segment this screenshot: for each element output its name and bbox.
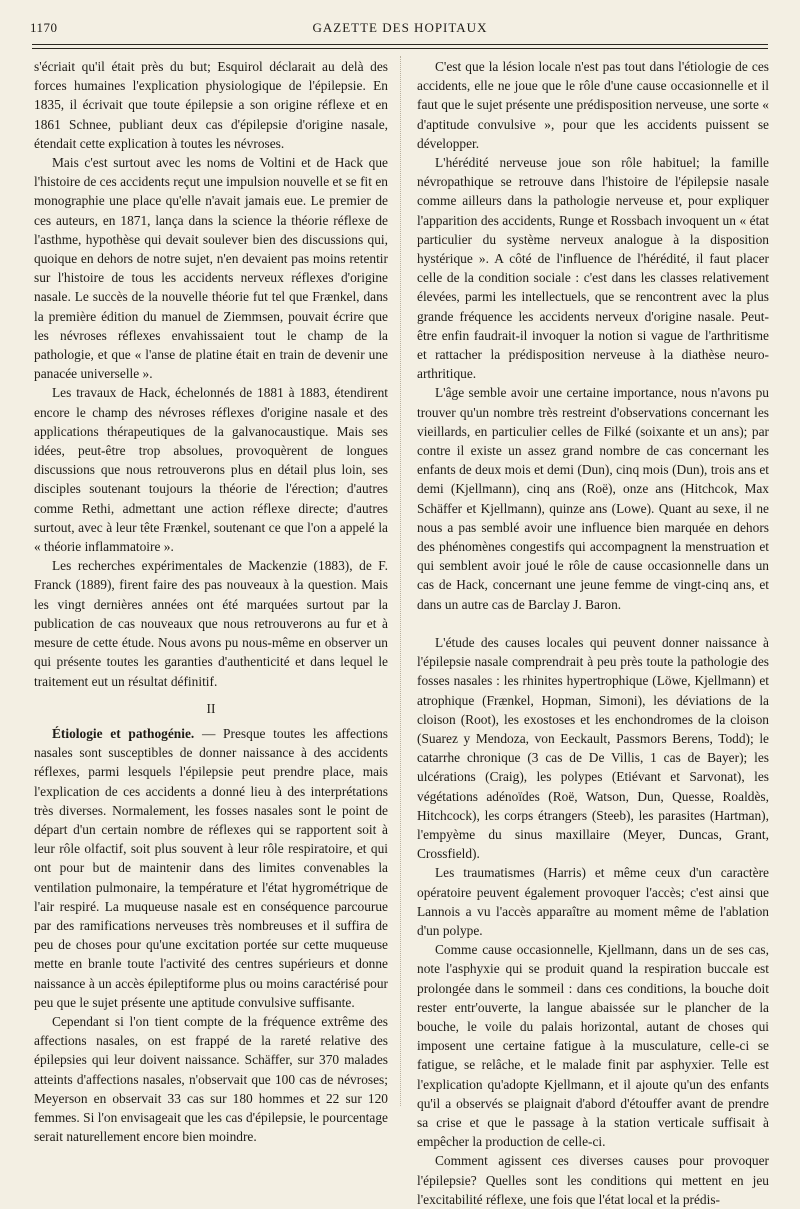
header-rule-top (32, 44, 768, 45)
section-text: — Presque toutes les affections nasales sont susceptibles de donner naissance à des accidents réflexes, parmi lesquels l'épilepsie peut prendre place, mais l'explication de ces accidents a donné lieu à des interprétations très diverses. Normalement, les fosses nasales sont le point de départ d'un certain nombre de réflexes qui se rapportent soit à leur rôle olfactif, soit plus souvent à leur rôle respiratoire, et qui ont pour but de maintenir dans des limites convenables la ventilation pulmonaire, la température et l'état hygrométrique de l'air respiré. La muqueuse nasale est en conséquence parcourue par des ramifications nerveuses très nombreuses et il suffira de peu de choses pour qu'une excitation portée sur cette muqueuse mette en branle toute l'activité des centres supérieurs et donne naissance à un accès épileptiforme plus ou moins caractérisé pour peu que le sujet présente une aptitude convulsive suffisante. (34, 725, 388, 1010)
paragraph: L'étude des causes locales qui peuvent donner naissance à l'épilepsie nasale comprendrait à peu près toute la pathologie des fosses nasales : les rhinites hypertrophique (Löwe, Kjellmann) et atrophique (Frænkel, Hopman, Simoni), les déviations de la cloison (Root), les exostoses et les enchondromes de la cloison (Suarez y Mendoza, von Eeckault, Passmors Berens, Todd); le catarrhe chronique (3 cas de De Villis, 1 cas de Bayer); les ulcérations (Craig), les polypes (Etiévant et Sarvonat), les végétations adénoïdes (Roë, Watson, Dun, Quesse, Roaldès, Hitchcock), les corps étrangers (Steeb), les parasites (Hartman), l'empyème du sinus maxillaire (Meyer, Duncas, Grant, Crossfield). (417, 634, 769, 862)
paragraph: L'hérédité nerveuse joue son rôle habituel; la famille névropathique se retrouve dans l'histoire de l'épilepsie nasale comme ailleurs dans la pathologie nerveuse et, pour expliquer l'apparition des accidents, Runge et Rossbach invoquent un « état particulier du système nerveux analogue à la disposition hystérique ». A côté de l'influence de l'hérédité, il faut placer celle de la condition sociale : c'est dans les classes relativement élevées, parmi les intellectuels, que se rencontrent avec la plus grande fréquence les accidents nerveux d'origine nasale. Peut-être enfin faudrait-il invoquer la notion si vague de l'arthritisme et rattacher la prédisposition nerveuse à la diathèse neuro-arthritique. (417, 155, 769, 382)
paragraph: Mais c'est surtout avec les noms de Voltini et de Hack que l'histoire de ces accidents reçut une impulsion nouvelle et se fit en monographie une place qu'elle n'avait jamais eue. Le premier de ces auteurs, en 1871, lança dans la science la théorie réflexe de l'asthme, hypothèse qui devait soulever bien des discussions qui, quoique en dehors de notre sujet, n'en devaient pas moins retentir sur l'histoire de tous les accidents nerveux réflexes d'origine nasale. Le succès de la nouvelle théorie fut tel que Frænkel, dans la première édition du manuel de Ziemmsen, pouvait écrire que les névroses réflexes envahissaient tout le champ de la pathologie, et que « l'anse de platine était en train de devenir une panacée universelle ». (34, 155, 388, 382)
paragraph: C'est que la lésion locale n'est pas tout dans l'étiologie de ces accidents, elle ne joue que le rôle d'une cause occasionnelle et il faut que le sujet présente une prédisposition nerveuse, une sorte « d'aptitude convulsive », pour que les accidents puissent se développer. (417, 59, 769, 151)
paragraph: Cependant si l'on tient compte de la fréquence extrême des affections nasales, on est frappé de la rareté relative des épilepsies qui leur doivent naissance. Schäffer, sur 370 malades atteints d'affections nasales, n'observait que 100 cas de névroses; Meyerson en observait 33 cas sur 180 hommes et 22 sur 120 femmes. Si l'on envisageait que les cas d'épilepsie, le pourcentage serait naturellement encore bien moindre. (34, 1013, 388, 1145)
paragraph: L'âge semble avoir une certaine importance, nous n'avons pu trouver qu'un nombre très restreint d'observations concernant les vieillards, en particulier celles de Filké (soixante et un ans); par contre il existe un assez grand nombre de cas concernant les enfants de deux mois et demi (Dun), cinq mois (Dun), trois ans et demi (Kjellmann), cinq ans (Roë), onze ans (Hitchcok, Max Schäffer et Kjellmann), quinze ans (Lowe). Quant au sexe, il ne nous a pas semblé avoir une influence bien marquée en dehors des phénomènes congestifs qui accompagnent la menstruation et qui semblent avoir joué le rôle de cause occasionnelle dans un cas de Hack, concernant une jeune femme de vingt-cinq ans, et dans un autre cas de Barclay J. Baron. (417, 385, 769, 612)
paragraph: Comment agissent ces diverses causes pour provoquer l'épilepsie? Quelles sont les conditions qui mettent en jeu l'excitabilité réflexe, une fois que l'état local et la prédis- (417, 1153, 769, 1207)
section-title: Étiologie et pathogénie. (52, 725, 195, 741)
paragraph (34, 724, 388, 1012)
paragraph: Les travaux de Hack, échelonnés de 1881 à 1883, étendirent encore le champ des névroses réflexes d'origine nasale et des applications thérapeutiques de la galvanocaustique. Mais ses idées, peut-être trop absolues, provoquèrent de longues discussions que nous retrouverons plus en détail plus loin, ses disciples soutenant toujours la théorie de l'érection; d'autres comme Rethi, admettant une action réflexe directe; d'autres surtout, avec à leur tête Frænkel, soutenant ce que l'on a appelé la « théorie inflammatoire ». (34, 385, 388, 555)
right-column (417, 57, 769, 1209)
left-column (34, 57, 388, 1146)
paragraph: Les recherches expérimentales de Mackenzie (1883), de F. Franck (1889), firent faire des pas nouveaux à la question. Mais les vingt dernières années ont été marquées surtout par la publication de cas nouveaux que nous retrouverons au fur et à mesure de cette étude. Nous avons pu nous-même en observer un qui présente toutes les garanties d'authenticité et dans lequel le traitement eut un résultat définitif. (34, 558, 388, 689)
paragraph: Les traumatismes (Harris) et même ceux d'un caractère opératoire peuvent également provoquer l'accès; c'est ainsi que Lannois a vu l'accès apparaître au moment même de l'ablation d'un polype. (417, 865, 769, 938)
header-rule-bottom (32, 48, 768, 49)
page-header (30, 20, 770, 38)
section-number: II (206, 700, 216, 716)
journal-title: GAZETTE DES HOPITAUX (312, 20, 488, 35)
page-number: 1170 (30, 20, 58, 35)
paragraph: Comme cause occasionnelle, Kjellmann, dans un de ses cas, note l'asphyxie qui se produit quand la respiration buccale est prolongée dans le sommeil : dans ces conditions, la bouche doit rester entr'ouverte, la langue abaissée sur le plancher de la bouche, le voile du palais horizontal, autant de choses qui imposent une certaine fatigue à la musculature, celle-ci se fatigue, se relâche, et le malade finit par asphyxier. Telle est l'explication qu'adopte Kjellmann, et il ajoute qu'un des enfants qu'il a observés se plaignait d'abord d'étouffer avant de prendre sa crise et que le passage à la station verticale suffisait à empêcher la production de celle-ci. (417, 942, 769, 1150)
paragraph: s'écriait qu'il était près du but; Esquirol déclarait au delà des forces humaines l'explication physiologique de l'épilepsie. En 1835, il écrivait que toute épilepsie a son origine réflexe et en 1861 Schnee, publiant deux cas d'épilepsie d'origine nasale, étendait cette explication à toutes les névroses. (34, 59, 388, 151)
column-divider (400, 56, 401, 1106)
